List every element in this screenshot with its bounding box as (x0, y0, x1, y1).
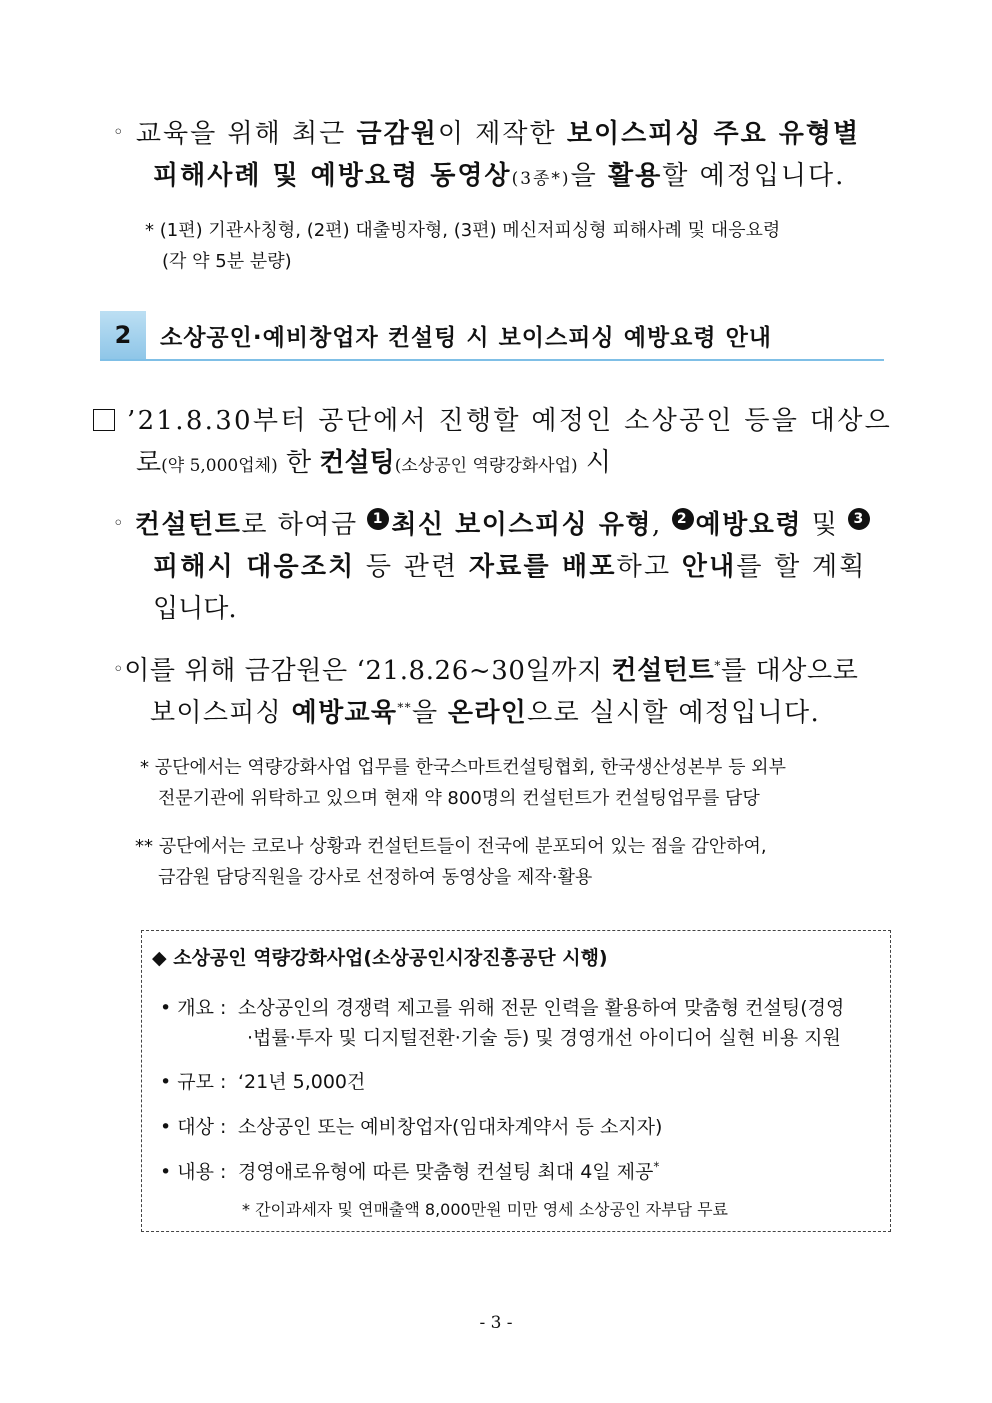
text-bold: 예방요령 (695, 510, 803, 540)
section-number: 2 (100, 311, 146, 359)
item-text: 소상공인 또는 예비창업자(임대차계약서 등 소지자) (238, 1116, 663, 1138)
text-bold: 보이스피싱 주요 유형별 (566, 119, 861, 149)
text: 를 할 계획 (736, 552, 867, 582)
info-box (141, 930, 891, 1232)
text: , (652, 510, 672, 540)
page-number: - 3 - (479, 1313, 513, 1333)
text-bold: 안내 (681, 552, 737, 582)
footnote-mark: ** (397, 700, 412, 715)
bullet: ◦ (113, 122, 126, 143)
text: ’21.8.30부터 공단에서 진행할 예정인 소상공인 등을 대상으 (127, 406, 893, 436)
p4-line1 (113, 650, 858, 687)
p2-line2 (136, 442, 611, 479)
text: 으로 실시할 예정입니다. (527, 698, 821, 728)
text: 및 (802, 510, 849, 540)
text: 를 대상으로 (721, 656, 859, 686)
text: 하고 (616, 552, 682, 582)
p3-line2 (153, 546, 867, 583)
section-title: 소상공인·예비창업자 컨설팅 시 보이스피싱 예방요령 안내 (160, 325, 773, 351)
item-text: 소상공인의 경쟁력 제고를 위해 전문 인력을 활용하여 맞춤형 컨설팅(경영 (238, 997, 845, 1019)
text: 이 제작한 (437, 119, 567, 149)
text: 교육을 위해 최근 (135, 119, 357, 149)
item-text-row (238, 1157, 659, 1184)
checkbox-bullet-icon (93, 409, 115, 431)
text: 등 관련 (355, 552, 469, 582)
bullet: ◦ (113, 659, 125, 680)
p1-line1 (113, 113, 860, 150)
p2-line1 (93, 400, 892, 437)
text: 보이스피싱 (150, 698, 292, 728)
number-3-icon: 3 (848, 508, 870, 530)
text: 을 (411, 698, 448, 728)
p3-line3: 입니다. (153, 594, 237, 624)
text: 이를 위해 금감원은 ‘21.8.26~30일까지 (124, 656, 612, 686)
text-bold: 금감원 (356, 119, 438, 149)
bullet: ◦ (113, 513, 126, 534)
info-box-title: ◆ 소상공인 역량강화사업(소상공인시장진흥공단 시행) (152, 947, 608, 969)
text-bold: 컨설팅 (319, 448, 395, 478)
p1-footnote: * (1편) 기관사칭형, (2편) 대출빙자형, (3편) 메신저피싱형 피해사례 및 대응요령 (145, 220, 781, 241)
item-text: ·법률·투자 및 디지털전환·기술 등) 및 경영개선 아이디어 실현 비용 지원 (247, 1027, 841, 1049)
text-bold: 컨설턴트 (611, 656, 715, 686)
text: 한 (277, 448, 320, 478)
p1-line2 (153, 155, 845, 192)
section-rule (100, 359, 884, 361)
item-label: • 내용 : (160, 1161, 227, 1183)
p4-footnote-1-cont: 전문기관에 위탁하고 있으며 현재 약 800명의 컨설턴트가 컨설팅업무를 담당 (158, 788, 760, 809)
text-bold: 자료를 배포 (468, 552, 617, 582)
text-bold: 피해사례 및 예방요령 동영상 (153, 161, 512, 191)
text-small: (3종*) (511, 169, 571, 189)
footnote-mark: * (653, 1159, 660, 1174)
text: 로 (136, 448, 162, 478)
text-bold: 예방교육 (291, 698, 398, 728)
p4-footnote-2-cont: 금감원 담당직원을 강사로 선정하여 동영상을 제작·활용 (158, 867, 593, 888)
item-label: • 대상 : (160, 1116, 227, 1138)
text-bold: 최신 보이스피싱 유형 (391, 510, 653, 540)
item-text: 경영애로유형에 따른 맞춤형 컨설팅 최대 4일 제공 (238, 1161, 654, 1183)
number-1-icon: 1 (367, 508, 389, 530)
text: 할 예정입니다. (662, 161, 846, 191)
footnote-mark: * (714, 658, 722, 673)
p3-line1 (113, 504, 872, 541)
item-label: • 개요 : (160, 997, 227, 1019)
text-bold: 온라인 (447, 698, 528, 728)
p4-line2 (150, 692, 820, 729)
item-text: ‘21년 5,000건 (238, 1071, 366, 1093)
text-bold: 활용 (607, 161, 663, 191)
text: 로 하여금 (241, 510, 368, 540)
p4-footnote-1: * 공단에서는 역량강화사업 업무를 한국스마트컨설팅협회, 한국생산성본부 등 외부 (140, 757, 786, 778)
text-small: (소상공인 역량강화사업) (394, 456, 578, 476)
text-small: (약 5,000업체) (161, 456, 278, 476)
section-header (100, 311, 884, 361)
item-footnote: * 간이과세자 및 연매출액 8,000만원 미만 영세 소상공인 자부담 무료 (242, 1200, 728, 1219)
text-bold: 컨설턴트 (134, 510, 242, 540)
text-bold: 피해시 대응조치 (153, 552, 356, 582)
p4-footnote-2: ** 공단에서는 코로나 상황과 컨설턴트들이 전국에 분포되어 있는 점을 감안하여, (135, 836, 767, 857)
number-2-icon: 2 (672, 508, 694, 530)
text: 시 (577, 448, 612, 478)
item-label: • 규모 : (160, 1071, 227, 1093)
p1-footnote-cont: (각 약 5분 분량) (162, 251, 292, 272)
text: 을 (570, 161, 608, 191)
